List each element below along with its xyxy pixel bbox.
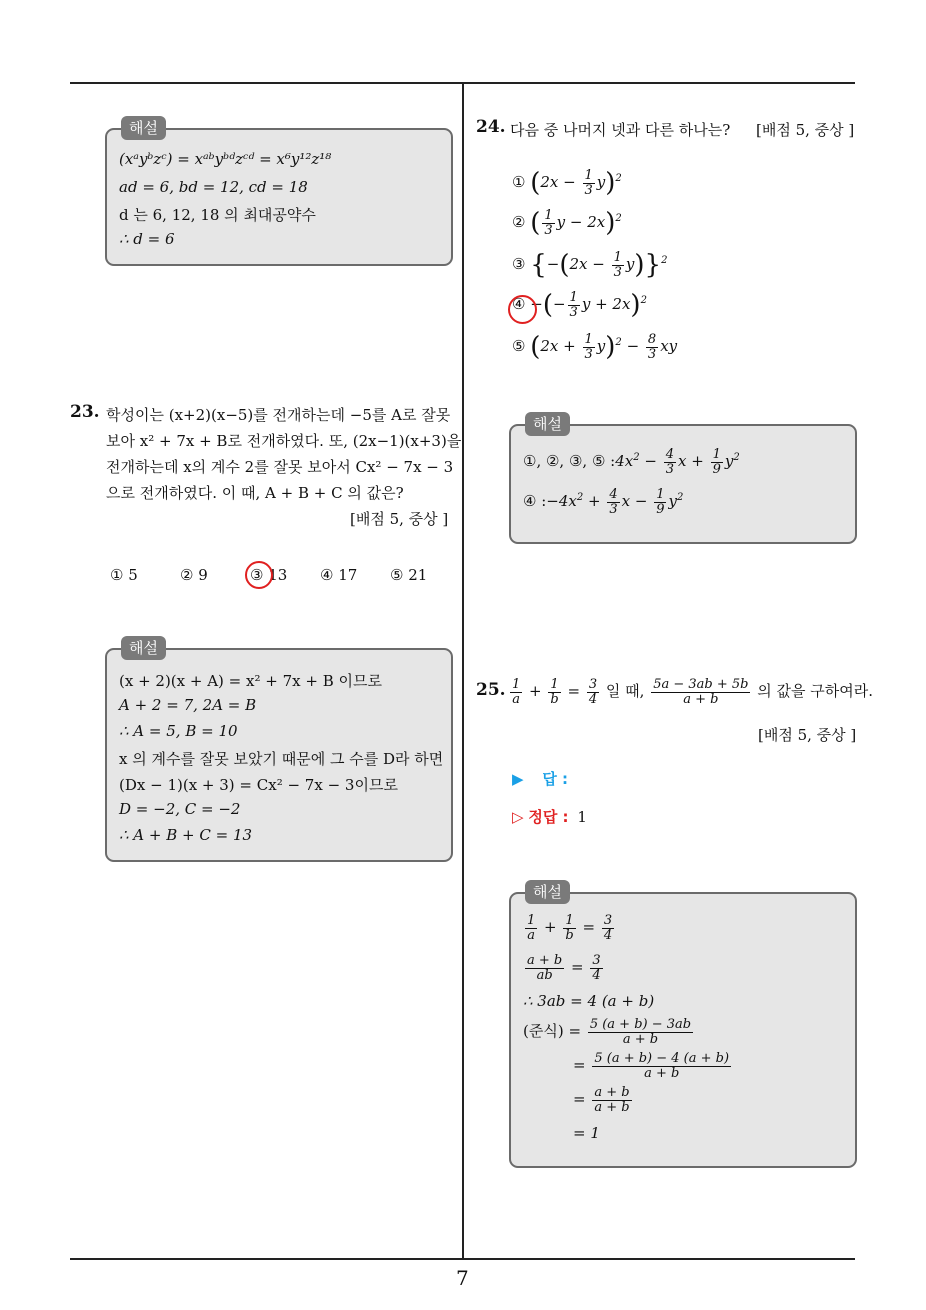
answer-mark-circle [245, 561, 273, 589]
solution-box-23 [105, 639, 453, 862]
question-score: [배점 5, 중상 ] [758, 726, 857, 744]
choice-1[interactable]: ① (2x − $\frac{1}{3}$ y)$^2$ [512, 167, 622, 198]
junsik-label: (준식) [523, 1022, 564, 1041]
solution-line: = $\frac{5 (a + b) - 4 (a + b)}{a + b}$ [573, 1051, 730, 1081]
solution-line: = $\frac{a + b}{a + b}$ [573, 1085, 630, 1115]
choice-1[interactable]: ① 5 [110, 566, 138, 584]
solution-line: ad = 6, bd = 12, cd = 18 [119, 178, 308, 196]
page-number: 7 [456, 1266, 469, 1290]
solution-line: ∴ A + B + C = 13 [119, 826, 253, 844]
solution-line: (준식) = $\frac{5 (a + b) - 3ab}{a + b}$ [523, 1017, 692, 1047]
answer-label: 답 : [542, 770, 569, 788]
solution-tag: 해설 [121, 116, 166, 140]
solution-prefix: ④ : [523, 492, 547, 511]
solution-line: $\frac{1}{a}$ + $\frac{1}{b}$ = $\frac{3}{4}$ [527, 913, 613, 943]
column-divider [462, 84, 464, 1259]
solution-line: $\frac{a + b}{ab}$ = $\frac{3}{4}$ [527, 953, 601, 983]
solution-tag: 해설 [525, 880, 570, 904]
choice-4[interactable]: ④ −(− $\frac{1}{3}$ y + 2x)$^2$ [512, 289, 647, 320]
solution-tag: 해설 [121, 636, 166, 660]
solution-line: (xᵃyᵇzᶜ) = xᵃᵇyᵇᵈzᶜᵈ = x⁶y¹²z¹⁸ [119, 150, 332, 168]
question-score: [배점 5, 중상 ] [756, 121, 855, 139]
correct-value: 1 [577, 808, 587, 826]
answer-row[interactable] [512, 768, 568, 789]
question-text: 으로 전개하였다. 이 때, A + B + C 의 값은? [106, 484, 404, 502]
solution-line: ①, ②, ③, ⑤ $:4x^2$ − $\frac{4}{3}$ x + $\frac{1}{9}$ $y^2$ [523, 447, 740, 477]
solution-line: D = −2, C = −2 [119, 800, 241, 818]
choice-3[interactable]: ③ {−(2x − $\frac{1}{3}$ y)}$^2$ [512, 249, 668, 280]
solution-box-25 [509, 883, 857, 1168]
solution-line: ∴ 3ab = 4 (a + b) [523, 992, 655, 1010]
question-number: 25. [476, 680, 506, 700]
solution-prefix: ①, ②, ③, ⑤ : [523, 452, 616, 471]
question-text: 보아 x² + 7x + B로 전개하였다. 또, (2x−1)(x+3)을 [106, 432, 462, 450]
outline-play-icon: ▷ [512, 808, 524, 826]
solution-line: (x + 2)(x + A) = x² + 7x + B 이므로 [119, 672, 382, 690]
question-text-mid: 일 때, [605, 682, 645, 701]
question-text: $\frac{1}{a}$ + $\frac{1}{b}$ = $\frac{3}{4}$ 일 때, $\frac{5a - 3ab + 5b}{a + b}$ 의 값을 구하여라. [512, 677, 874, 707]
solution-line: ④ $:-4x^2$ + $\frac{4}{3}$ x − $\frac{1}{9}$ $y^2$ [523, 487, 684, 517]
answer-mark-circle [508, 295, 537, 324]
choice-5[interactable]: ⑤ (2x + $\frac{1}{3}$ y)$^2$ − $\frac{8}{3}$ xy [512, 331, 678, 362]
solution-box-22 [105, 119, 453, 266]
choice-marker: ① [512, 173, 526, 191]
solution-line: = 1 [573, 1124, 600, 1142]
question-text: 다음 중 나머지 넷과 다른 하나는? [510, 121, 731, 139]
question-number: 23. [70, 402, 100, 422]
choice-2[interactable]: ② 9 [180, 566, 208, 584]
question-text: 전개하는데 x의 계수 2를 잘못 보아서 Cx² − 7x − 3 [106, 458, 454, 476]
solution-line: x 의 계수를 잘못 보았기 때문에 그 수를 D라 하면 [119, 750, 444, 768]
solution-line: ∴ A = 5, B = 10 [119, 722, 238, 740]
solution-line: A + 2 = 7, 2A = B [119, 696, 257, 714]
solution-line: (Dx − 1)(x + 3) = Cx² − 7x − 3이므로 [119, 776, 398, 794]
choice-marker: ⑤ [512, 337, 526, 355]
question-number: 24. [476, 117, 506, 137]
choice-4[interactable]: ④ 17 [320, 566, 358, 584]
question-score: [배점 5, 중상 ] [350, 510, 449, 528]
solution-line: ∴ d = 6 [119, 230, 175, 248]
solution-tag: 해설 [525, 412, 570, 436]
choice-2[interactable]: ② ( $\frac{1}{3}$ y − 2x)$^2$ [512, 207, 622, 238]
correct-label: 정답 : [528, 808, 569, 826]
choice-marker: ② [512, 213, 526, 231]
choice-marker: ④ [512, 295, 526, 313]
solution-line: d 는 6, 12, 18 의 최대공약수 [119, 206, 316, 224]
choice-5[interactable]: ⑤ 21 [390, 566, 428, 584]
bottom-rule [70, 1258, 855, 1260]
choice-marker: ③ [512, 255, 526, 273]
solution-box-24 [509, 415, 857, 544]
choice-3[interactable]: ③ 13 [250, 566, 288, 584]
play-icon: ▶ [512, 770, 524, 788]
question-text-end: 의 값을 구하여라. [757, 682, 874, 701]
correct-answer-row [512, 806, 587, 827]
question-text: 학성이는 (x+2)(x−5)를 전개하는데 −5를 A로 잘못 [106, 406, 451, 424]
